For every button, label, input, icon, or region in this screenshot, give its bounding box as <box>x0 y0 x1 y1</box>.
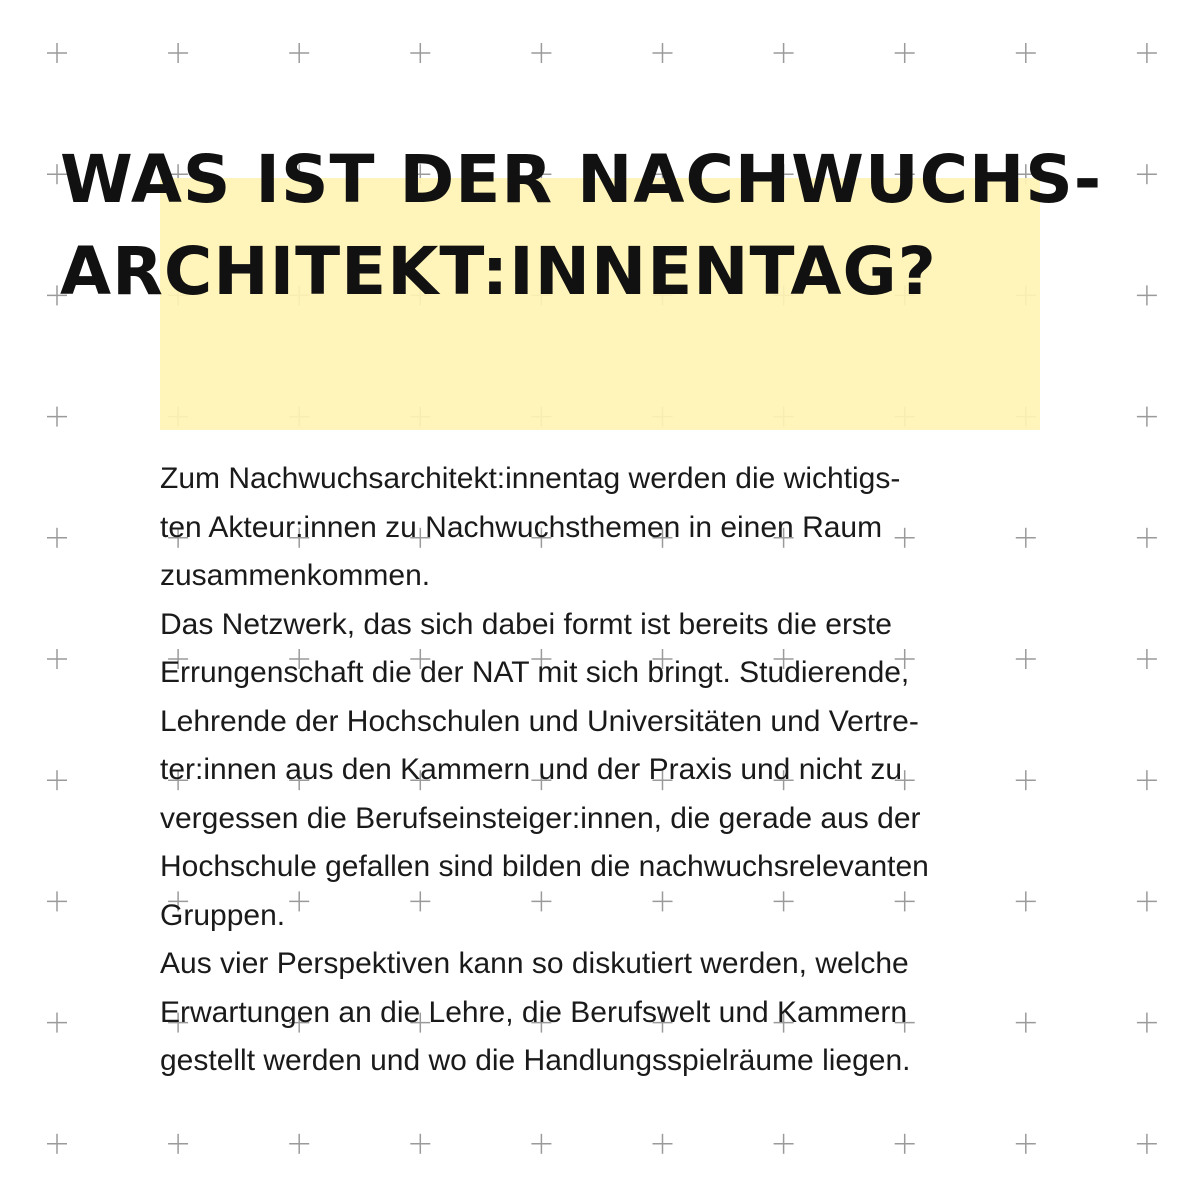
body-line: Zum Nachwuchsarchitekt:innentag werden die wichtigs- <box>160 462 901 495</box>
plus-cross-icon <box>1137 1013 1157 1033</box>
page-title <box>60 134 1180 318</box>
plus-cross-icon <box>531 1134 551 1154</box>
plus-cross-icon <box>1137 1134 1157 1154</box>
plus-cross-icon <box>289 43 309 63</box>
plus-cross-icon <box>47 43 67 63</box>
plus-cross-icon <box>1016 1134 1036 1154</box>
plus-cross-icon <box>1137 649 1157 669</box>
plus-cross-icon <box>410 1134 430 1154</box>
body-line: ten Akteur:innen zu Nachwuchsthemen in einen Raum <box>160 510 883 544</box>
body-line: gestellt werden und wo die Handlungsspielräume liegen. <box>160 1044 911 1077</box>
plus-cross-icon <box>47 770 67 790</box>
body-paragraph <box>160 455 1040 1086</box>
plus-cross-icon <box>1016 43 1036 63</box>
plus-cross-icon <box>47 891 67 911</box>
title-line-1: WAS IST DER NACHWUCHS- <box>60 141 1103 218</box>
body-line: zusammenkommen. <box>160 559 431 592</box>
plus-cross-icon <box>1137 407 1157 427</box>
plus-cross-icon <box>47 407 67 427</box>
body-line: vergessen die Berufseinsteiger:innen, die gerade aus der <box>160 801 921 835</box>
plus-cross-icon <box>47 649 67 669</box>
plus-cross-icon <box>531 43 551 63</box>
body-line: Lehrende der Hochschulen und Universitäten und Vertre- <box>160 704 919 738</box>
plus-cross-icon <box>47 1013 67 1033</box>
plus-cross-icon <box>774 1134 794 1154</box>
plus-cross-icon <box>653 1134 673 1154</box>
body-line: Erwartungen an die Lehre, die Berufswelt und Kammern <box>160 995 908 1029</box>
body-line: Errungenschaft die der NAT mit sich bringt. Studierende, <box>160 656 910 689</box>
plus-cross-icon <box>653 43 673 63</box>
title-line-2: ARCHITEKT:INNENTAG? <box>60 233 937 310</box>
plus-cross-icon <box>895 1134 915 1154</box>
plus-cross-icon <box>1137 43 1157 63</box>
body-line: Aus vier Perspektiven kann so diskutiert werden, welche <box>160 947 909 980</box>
plus-cross-icon <box>47 528 67 548</box>
plus-cross-icon <box>289 1134 309 1154</box>
plus-cross-icon <box>168 43 188 63</box>
plus-cross-icon <box>410 43 430 63</box>
plus-cross-icon <box>1137 770 1157 790</box>
plus-cross-icon <box>1137 528 1157 548</box>
body-line: ter:innen aus den Kammern und der Praxis und nicht zu <box>160 753 903 786</box>
body-line: Das Netzwerk, das sich dabei formt ist bereits die erste <box>160 607 892 641</box>
plus-cross-icon <box>47 1134 67 1154</box>
plus-cross-icon <box>1137 891 1157 911</box>
plus-cross-icon <box>774 43 794 63</box>
plus-cross-icon <box>895 43 915 63</box>
plus-cross-icon <box>168 1134 188 1154</box>
body-line: Hochschule gefallen sind bilden die nachwuchsrelevanten <box>160 850 929 883</box>
body-line: Gruppen. <box>160 898 286 932</box>
